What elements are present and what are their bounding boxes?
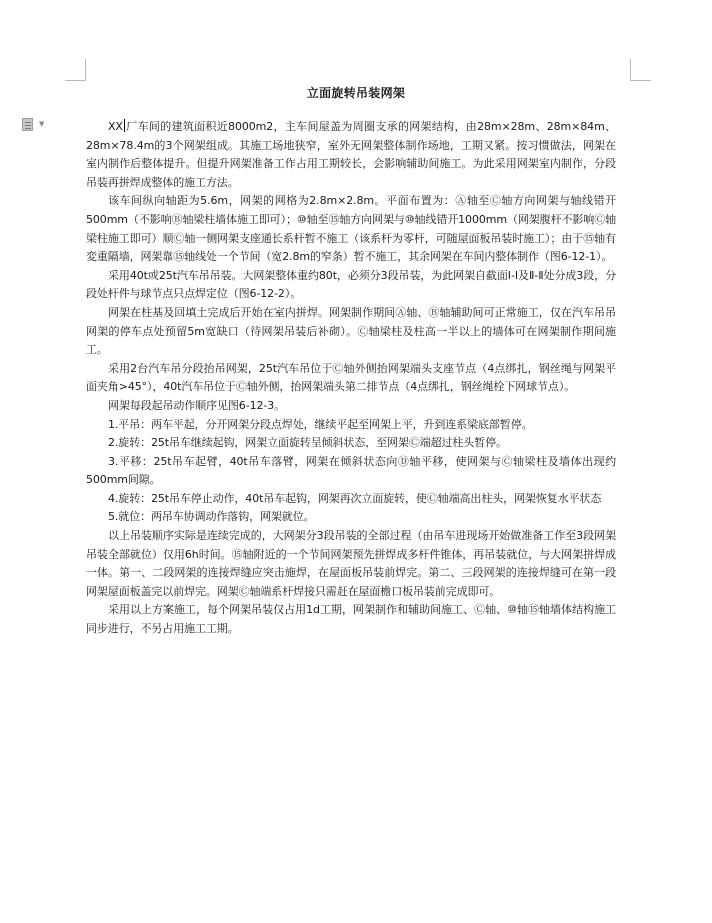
paragraph: XX 厂车间的建筑面积近8000m2，主车间屋盖为周圈支承的网架结构，由28m×28m、28m×84m、28m×78.4m的3个网架组成。其施工场地狭窄，室外无网架整体制作场地，工期又紧。按习惯做法，网架在室内制作后整体提升。但提升网架准备工作占用工期较长，会影响辅助间施工。为此采用网架室内制作，分段吊装再拼焊成整体的施工方法。 xyxy=(86,120,616,189)
paragraph: 1.平吊：两车平起，分开网架分段点焊处，继续平起至网架上平，升到连系梁底部暂停。 xyxy=(108,417,533,431)
paragraph: 2.旋转：25t吊车继续起钩，网架立面旋转呈倾斜状态，至网架Ⓒ端超过柱头暂停。 xyxy=(108,436,507,450)
paragraph: 5.就位：两吊车协调动作落钩，网架就位。 xyxy=(108,510,315,524)
paragraph: 网架在柱基及回填土完成后开始在室内拼焊。网架制作期间Ⓐ轴、Ⓑ轴辅助间可正常施工，仅在汽车吊吊网架的停车点处预留5m宽缺口（待网架吊装后补砌）。Ⓒ轴梁柱及柱高一半以上的墙体可在网架制作期间施工。 xyxy=(86,305,616,357)
crop-mark-top-left xyxy=(65,59,86,81)
paragraph: 以上吊装顺序实际是连续完成的，大网架分3段吊装的全部过程（由吊车进现场开始做准备工作至3段网架吊装全部就位）仅用6h时间。⑮轴附近的一个节间网架预先拼焊成多杆件锥体，再吊装就位，与大网架拼焊成一体。第一、二段网架的连接焊缝应突击施焊，在屋面板吊装前焊完。第二、三段网架的连接焊缝可在第一段网架屋面板盖完以前焊完。网架Ⓒ轴端系杆焊接只需赶在屋面檐口板吊装前完成即可。 xyxy=(86,529,616,598)
text-cursor xyxy=(124,119,125,132)
document-title: 立面旋转吊装网架 xyxy=(306,86,406,100)
document-options-icon[interactable]: ▼ xyxy=(22,118,50,132)
document-body[interactable] xyxy=(86,118,616,639)
paragraph: 4.旋转：25t吊车停止动作，40t吊车起钩，网架再次立面旋转，使Ⓒ轴端高出柱头，网架恢复水平状态 xyxy=(108,491,602,505)
paragraph: 3.平移：25t吊车起臂，40t吊车落臂，网架在倾斜状态向Ⓓ轴平移，使网架与Ⓒ轴梁柱及墙体出现约500mm间隙。 xyxy=(86,454,616,487)
paragraph: 采用40t或25t汽车吊吊装。大网架整体重约80t，必须分3段吊装，为此网架自截面Ⅰ-Ⅰ及Ⅱ-Ⅱ处分成3段，分段处杆件与球节点只点焊定位（图6-12-2）。 xyxy=(86,268,616,301)
paragraph: 采用2台汽车吊分段抬吊网架，25t汽车吊位于Ⓒ轴外侧抬网架端头支座节点（4点绑扎，钢丝绳与网架平面夹角>45°），40t汽车吊位于Ⓒ轴外侧，抬网架端头第二排节点（4点绑扎，钢丝绳栓下网球节点）。 xyxy=(86,361,616,394)
paragraph: 该车间纵向轴距为5.6m，网架的网格为2.8m×2.8m。平面布置为：Ⓐ轴至Ⓒ轴方向网架与轴线错开500mm（不影响Ⓑ轴梁柱墙体施工即可）；⑩轴至⑮轴方向网架与⑩轴线错开1000mm（网架腹杆不影响Ⓒ轴梁柱施工即可）顺Ⓒ轴一侧网架支座通长系杆暂不施工（该系杆为零杆，可随屋面板吊装时施工）；由于⑮轴有変重隔墙，网架靠⑮轴线处一个节间（宽2.8m的窄条）暂不施工，其余网架在车间内整体制作（图6-12-1）。 xyxy=(86,194,616,264)
paragraph: 网架每段起吊动作顺序见图6-12-3。 xyxy=(108,398,286,412)
paragraph-lead: XX xyxy=(108,120,123,133)
paragraph: 采用以上方案施工，每个网架吊装仅占用1d工期，网架制作和辅助间施工、Ⓒ轴、⑩轴⑮轴墙体结构施工同步进行，不另占用施工工期。 xyxy=(86,603,616,636)
crop-mark-top-right xyxy=(630,59,651,81)
